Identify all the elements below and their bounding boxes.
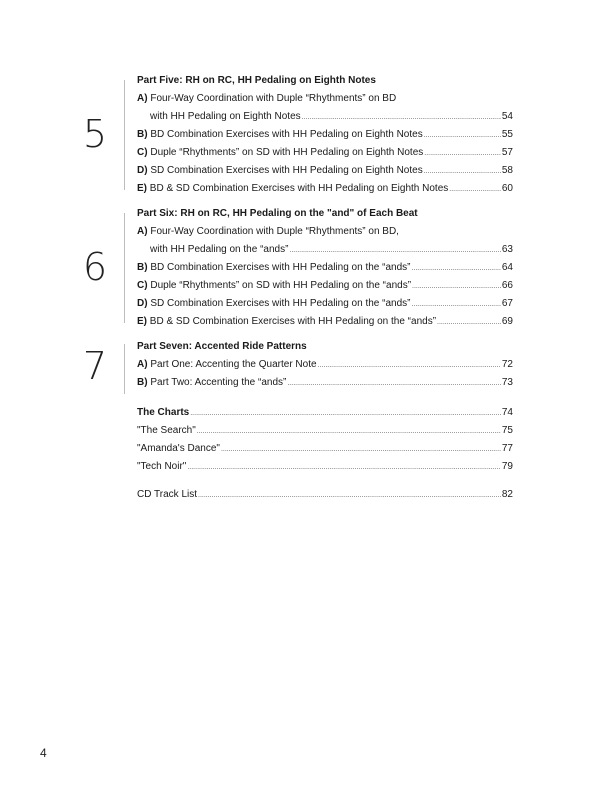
dot-leader xyxy=(287,375,501,393)
toc-entry-a-line1[interactable] xyxy=(137,90,513,108)
entry-text: "Tech Noir" xyxy=(137,461,187,472)
entry-page: 75 xyxy=(501,425,513,436)
section-title: Part Seven: Accented Ride Patterns xyxy=(137,341,307,352)
entry-label: A) xyxy=(137,93,148,104)
toc-entry-cd-track-list[interactable] xyxy=(137,486,513,504)
toc-entry-d[interactable] xyxy=(137,162,513,180)
section-content xyxy=(137,205,513,331)
entry-text: The Charts xyxy=(137,407,190,418)
entry-page: 74 xyxy=(501,407,513,418)
toc-entry-b[interactable] xyxy=(137,259,513,277)
dot-leader xyxy=(424,163,501,181)
dot-leader xyxy=(437,314,501,332)
toc-entry-a[interactable] xyxy=(137,356,513,374)
entry-label: B) xyxy=(137,262,148,273)
dot-leader xyxy=(302,109,501,127)
entry-label: C) xyxy=(137,147,148,158)
section-title: Part Five: RH on RC, HH Pedaling on Eighth Notes xyxy=(137,75,376,86)
entry-page: 60 xyxy=(501,183,513,194)
cd-section xyxy=(137,486,513,504)
entry-page: 77 xyxy=(501,443,513,454)
entry-text: Duple “Rhythments” on SD with HH Pedaling on Eighth Notes xyxy=(150,147,424,158)
entry-page: 72 xyxy=(501,359,513,370)
entry-text: Part Two: Accenting the “ands” xyxy=(150,377,287,388)
entry-label: B) xyxy=(137,129,148,140)
entry-page: 64 xyxy=(501,262,513,273)
dot-leader xyxy=(424,127,501,145)
toc-entry-chart[interactable] xyxy=(137,458,513,476)
entry-text: "Amanda's Dance" xyxy=(137,443,220,454)
entry-text: CD Track List xyxy=(137,489,198,500)
toc-entry-a-line2[interactable] xyxy=(137,108,513,126)
entry-text: BD & SD Combination Exercises with HH Pedaling on the “ands” xyxy=(149,316,437,327)
dot-leader xyxy=(198,487,501,505)
dot-leader xyxy=(221,441,501,459)
toc-entry-a-line1[interactable] xyxy=(137,223,513,241)
entry-label: C) xyxy=(137,280,148,291)
entry-page: 63 xyxy=(501,244,513,255)
entry-text: BD Combination Exercises with HH Pedaling on Eighth Notes xyxy=(150,129,423,140)
section-title: Part Six: RH on RC, HH Pedaling on the "and" of Each Beat xyxy=(137,208,418,219)
toc-entry-e[interactable] xyxy=(137,313,513,331)
dot-leader xyxy=(411,296,500,314)
toc-entry-chart[interactable] xyxy=(137,440,513,458)
dot-leader xyxy=(424,145,501,163)
dot-leader xyxy=(197,423,501,441)
entry-label: E) xyxy=(137,183,147,194)
entry-text: with HH Pedaling on Eighth Notes xyxy=(150,111,301,122)
page-number: 4 xyxy=(40,746,47,760)
entry-text: BD & SD Combination Exercises with HH Pedaling on Eighth Notes xyxy=(149,183,449,194)
entry-page: 79 xyxy=(501,461,513,472)
entry-text: Four-Way Coordination with Duple “Rhythments” on BD xyxy=(150,93,397,104)
dot-leader xyxy=(289,242,500,260)
section-number: 7 xyxy=(82,344,108,388)
entry-label: A) xyxy=(137,359,148,370)
toc-entry-d[interactable] xyxy=(137,295,513,313)
dot-leader xyxy=(411,260,500,278)
entry-page: 57 xyxy=(501,147,513,158)
entry-text: SD Combination Exercises with HH Pedaling on the “ands” xyxy=(150,298,411,309)
entry-page: 66 xyxy=(501,280,513,291)
section-divider-line xyxy=(124,80,125,190)
entry-label: E) xyxy=(137,316,147,327)
dot-leader xyxy=(449,181,501,199)
entry-text: BD Combination Exercises with HH Pedaling on the “ands” xyxy=(150,262,411,273)
entry-label: B) xyxy=(137,377,148,388)
toc-entry-b[interactable] xyxy=(137,126,513,144)
section-divider-line xyxy=(124,344,125,394)
section-number: 5 xyxy=(82,112,108,156)
toc-entry-chart[interactable] xyxy=(137,422,513,440)
dot-leader xyxy=(190,405,501,423)
dot-leader xyxy=(318,357,501,375)
toc-entry-a-line2[interactable] xyxy=(137,241,513,259)
entry-page: 55 xyxy=(501,129,513,140)
entry-label: D) xyxy=(137,165,148,176)
entry-text: SD Combination Exercises with HH Pedaling on Eighth Notes xyxy=(150,165,423,176)
entry-text: with HH Pedaling on the “ands” xyxy=(150,244,289,255)
entry-page: 54 xyxy=(501,111,513,122)
section-content xyxy=(137,338,513,392)
entry-page: 82 xyxy=(501,489,513,500)
toc-entry-charts[interactable] xyxy=(137,404,513,422)
entry-text: Duple “Rhythments” on SD with HH Pedaling on the “ands” xyxy=(150,280,412,291)
section-divider-line xyxy=(124,213,125,323)
toc-entry-c[interactable] xyxy=(137,144,513,162)
entry-text: Part One: Accenting the Quarter Note xyxy=(150,359,317,370)
entry-page: 69 xyxy=(501,316,513,327)
entry-page: 67 xyxy=(501,298,513,309)
dot-leader xyxy=(412,278,501,296)
toc-entry-e[interactable] xyxy=(137,180,513,198)
toc-entry-b[interactable] xyxy=(137,374,513,392)
entry-page: 58 xyxy=(501,165,513,176)
entry-text: Four-Way Coordination with Duple “Rhythments” on BD, xyxy=(150,226,399,237)
entry-text: "The Search" xyxy=(137,425,196,436)
entry-page: 73 xyxy=(501,377,513,388)
toc-entry-c[interactable] xyxy=(137,277,513,295)
dot-leader xyxy=(187,459,501,477)
entry-label: D) xyxy=(137,298,148,309)
entry-label: A) xyxy=(137,226,148,237)
charts-section xyxy=(137,404,513,476)
section-content xyxy=(137,72,513,198)
section-number: 6 xyxy=(82,245,108,289)
